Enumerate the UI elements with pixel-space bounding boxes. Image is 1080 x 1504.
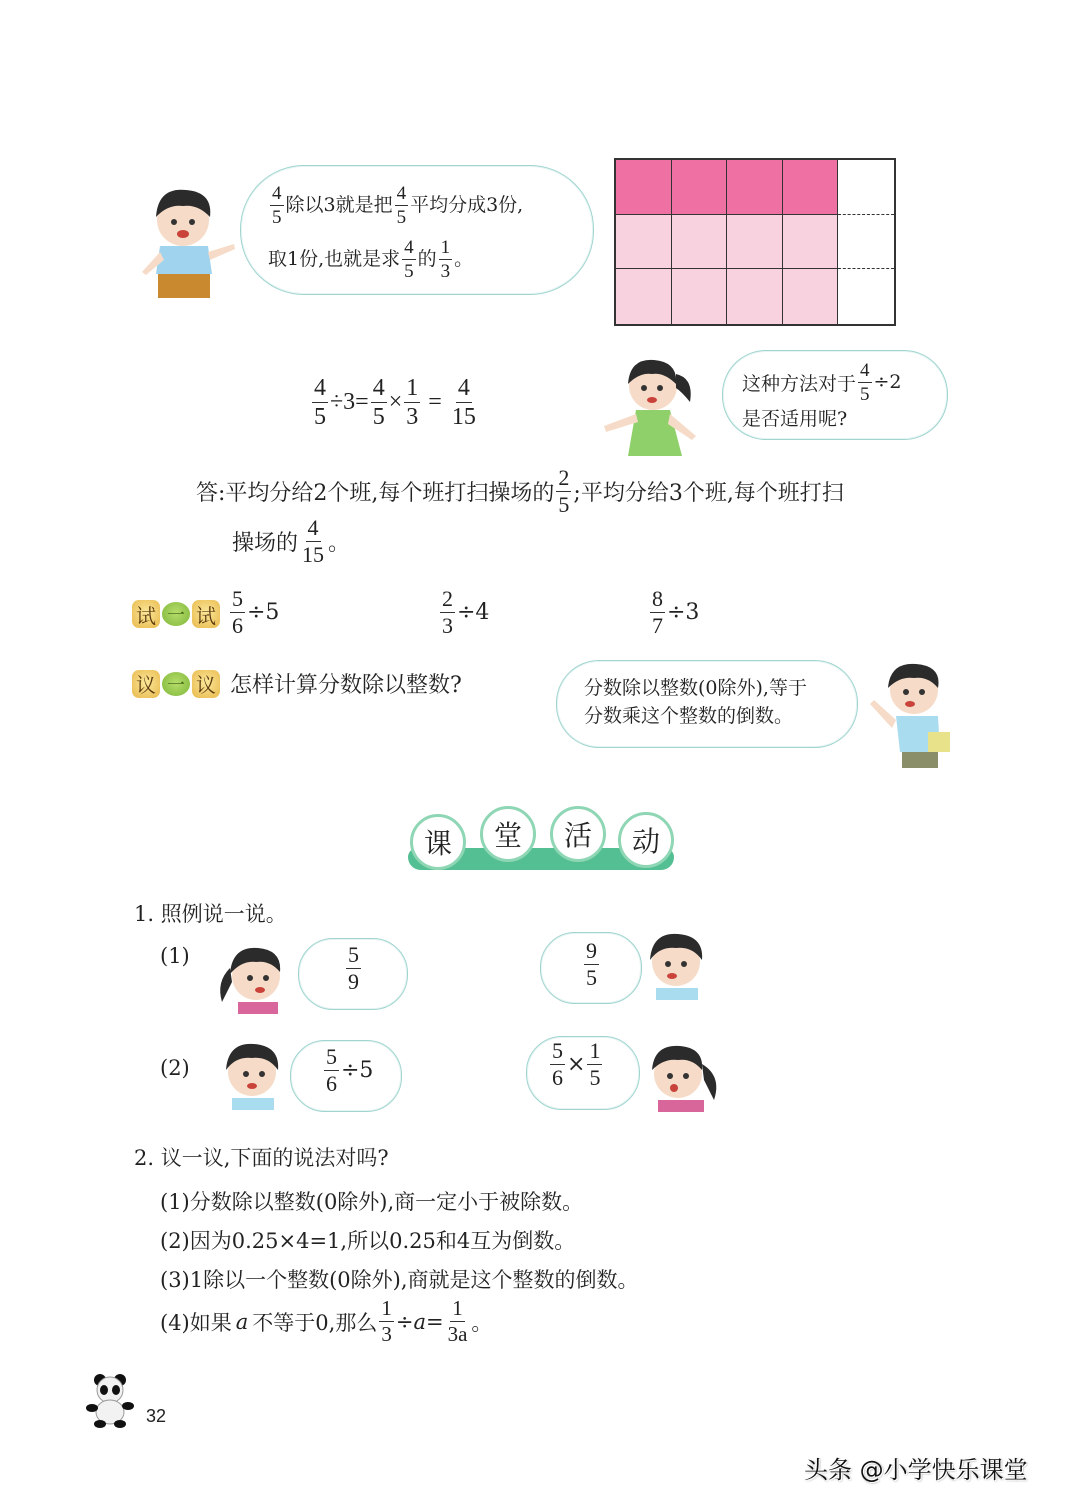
grid-cell <box>672 269 728 324</box>
boy-head-2 <box>220 1036 286 1112</box>
boy-bubble-2-text: 分数除以整数(0除外),等于 分数乘这个整数的倒数。 <box>584 677 807 727</box>
q2-item-2: (2)因为0.25×4=1,所以0.25和4互为倒数。 <box>160 1229 576 1253</box>
boy-with-book-icon <box>866 656 956 771</box>
watermark: 头条 @小学快乐课堂 <box>804 1456 1028 1484</box>
girl-illustration-1 <box>598 348 708 458</box>
boy-pointing-icon <box>138 182 238 302</box>
grid-cell <box>727 269 783 324</box>
q2-title: 2. 议一议,下面的说法对吗? <box>134 1146 389 1170</box>
boy-illustration-2 <box>866 656 956 771</box>
girl-thinking-icon <box>644 1036 724 1112</box>
try-it-badge: 试 一 试 <box>132 600 220 628</box>
fraction: $\frac{4}{5}$ <box>396 182 407 228</box>
q1-title: 1. 照例说一说。 <box>134 902 287 926</box>
page-number: 32 <box>146 1406 167 1426</box>
q2-item-4: (4)如果 a 不等于0,那么 $\frac{1}{3}$ ÷ a = $\frac{1}{3a}$ 。 <box>160 1296 493 1346</box>
girl-bubble-text: 这种方法对于 $\frac{4}{5}$ ÷2 是否适用呢? <box>742 359 902 430</box>
grid-cell <box>616 215 672 270</box>
try-item-2: $\frac{2}{3}$ ÷4 <box>442 586 490 638</box>
girl-face-icon <box>214 938 290 1014</box>
boy-bubble-text: $\frac{4}{5}$ 除以3就是把 $\frac{4}{5}$ 平均分成3份, 取1份,也就是求 $\frac{4}{5}$ 的 $\frac{1}{3}$ 。 <box>268 182 524 282</box>
fraction-grid-diagram <box>614 158 896 326</box>
grid-cell <box>838 269 894 324</box>
grid-cell <box>616 160 672 215</box>
grid-cell <box>838 215 894 270</box>
grid-cell <box>838 160 894 215</box>
grid-cell <box>783 215 839 270</box>
q1-row1-label: (1) <box>160 944 190 968</box>
fraction: $\frac{4}{5}$ <box>404 236 414 282</box>
grid-cell <box>783 269 839 324</box>
grid-cell <box>672 215 728 270</box>
grid-cell <box>783 160 839 215</box>
q2-item-3: (3)1除以一个整数(0除外),商就是这个整数的倒数。 <box>160 1268 639 1292</box>
girl-head-2 <box>644 1036 724 1112</box>
fraction: $\frac{1}{3}$ <box>440 236 451 282</box>
boy-face-icon <box>220 1036 286 1112</box>
girl-head-1 <box>214 938 290 1014</box>
q1-row1-left-fraction: $\frac{5}{9}$ <box>348 942 359 994</box>
grid-cell <box>672 160 728 215</box>
discuss-badge: 议 一 议 <box>132 670 220 698</box>
girl-gesturing-icon <box>598 348 708 458</box>
q1-row2-label: (2) <box>160 1056 190 1080</box>
grid-cell <box>616 269 672 324</box>
try-it-section <box>132 588 832 644</box>
boy-head-1 <box>644 926 710 1002</box>
answer-text: 答:平均分给2个班,每个班打扫操场的 $\frac{2}{5}$ ;平均分给3个班,每个班打扫 操场的 $\frac{4}{15}$ 。 <box>196 464 844 567</box>
discuss-section <box>132 668 462 699</box>
main-equation: $\frac{4}{5}$ ÷3= $\frac{4}{5}$ × $\frac{1}{3}$ = $\frac{4}{15}$ <box>314 375 476 430</box>
q2-item-1: (1)分数除以整数(0除外),商一定小于被除数。 <box>160 1190 584 1214</box>
fraction: $\frac{4}{5}$ <box>272 182 282 228</box>
boy-illustration-1 <box>138 182 238 302</box>
panda-icon <box>84 1372 136 1428</box>
q1-row1-right-fraction: $\frac{9}{5}$ <box>586 938 597 990</box>
boy-face-icon <box>644 926 710 1002</box>
grid-cell <box>727 160 783 215</box>
classroom-activity-banner: 课 堂 活 动 <box>408 806 674 872</box>
discuss-question: 怎样计算分数除以整数? <box>230 673 462 698</box>
q1-row2-right-expr: $\frac{5}{6}$ × $\frac{1}{5}$ <box>552 1038 601 1090</box>
q1-row2-left-expr: $\frac{5}{6}$ ÷5 <box>326 1044 374 1096</box>
try-item-3: $\frac{8}{7}$ ÷3 <box>652 586 700 638</box>
try-item-1: $\frac{5}{6}$ ÷5 <box>232 586 280 638</box>
grid-cell <box>727 215 783 270</box>
